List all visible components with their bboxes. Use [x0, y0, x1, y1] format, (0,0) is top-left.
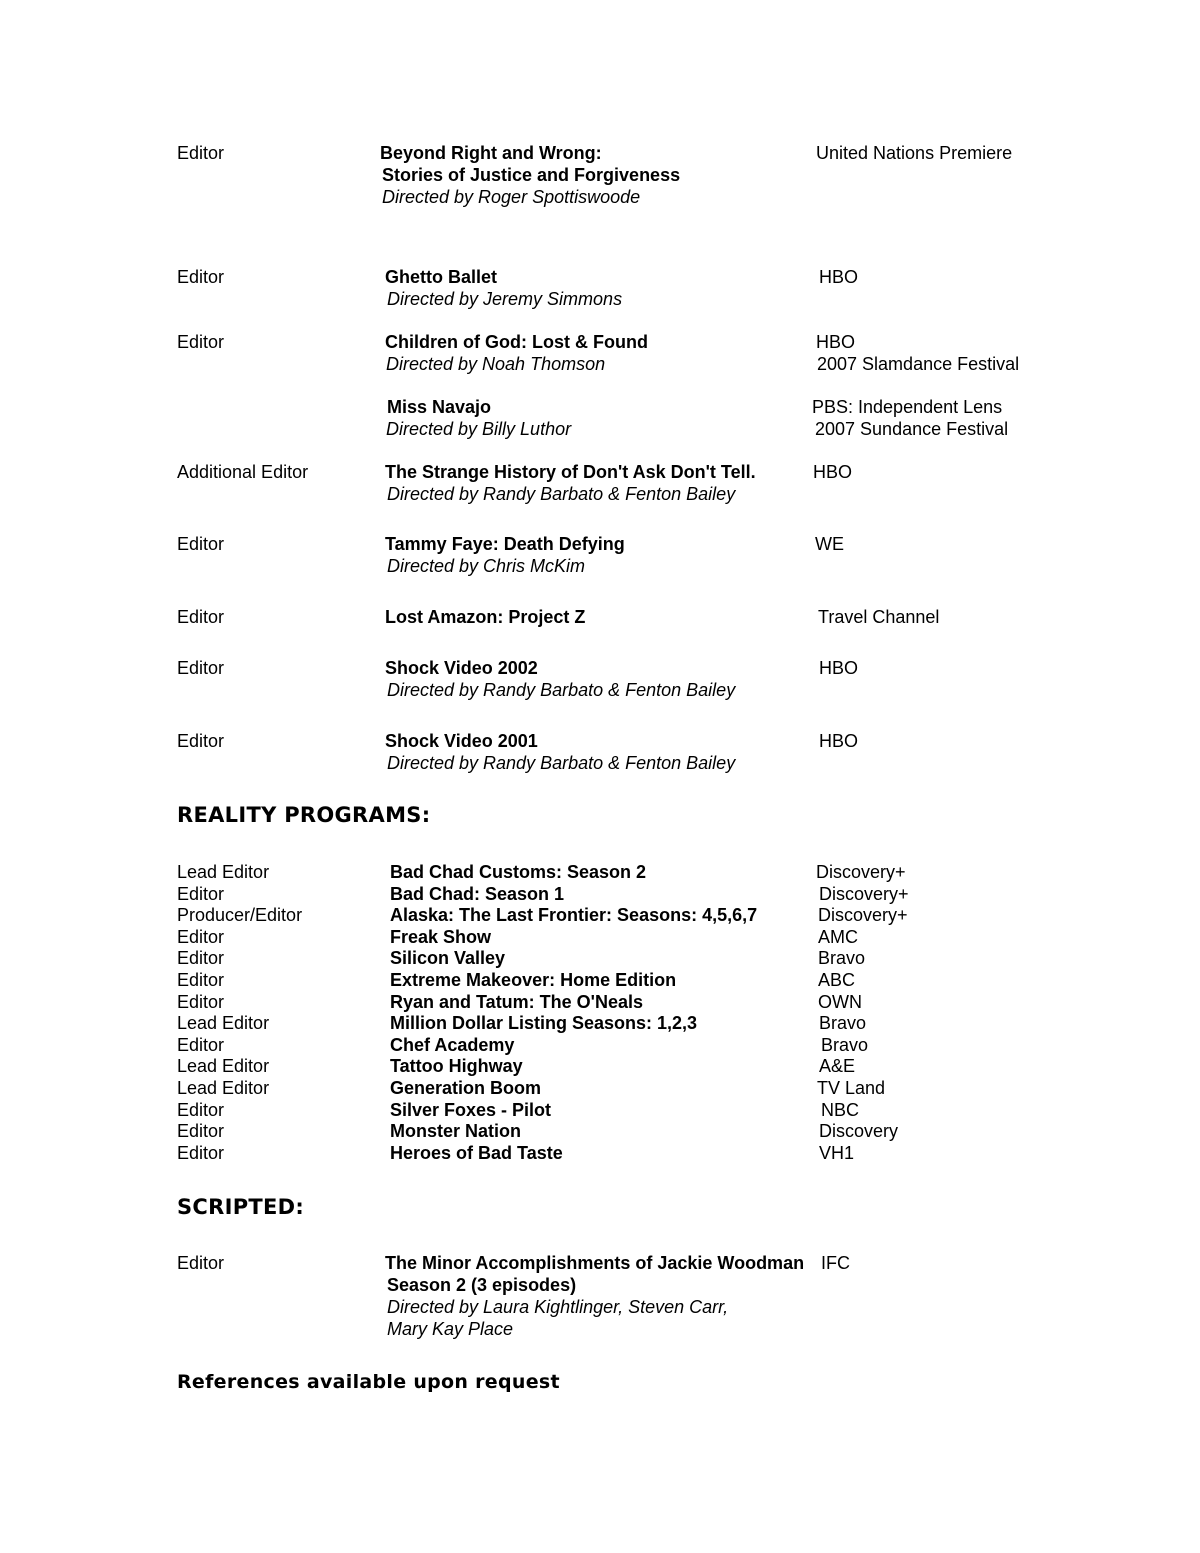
credit-role: Editor: [177, 143, 225, 163]
credit-title: Tammy Faye: Death Defying: [385, 534, 625, 554]
scripted-director-line2: Mary Kay Place: [387, 1319, 514, 1339]
reality-role: Lead Editor: [177, 1013, 270, 1034]
reality-network: NBC: [821, 1099, 860, 1120]
credit-network: WE: [815, 534, 844, 554]
credit-director: Directed by Jeremy Simmons: [387, 289, 623, 309]
scripted-network: IFC: [821, 1253, 850, 1273]
reality-network: ABC: [818, 970, 856, 990]
credit-title-line2: Stories of Justice and Forgiveness: [382, 165, 681, 185]
reality-role: Lead Editor: [177, 1056, 270, 1077]
credit-title: Lost Amazon: Project Z: [385, 607, 586, 627]
reality-row: [0, 1142, 1200, 1164]
reality-title: Heroes of Bad Taste: [390, 1142, 563, 1163]
reality-row: [0, 1077, 1200, 1099]
reality-network: Bravo: [821, 1034, 869, 1055]
credit-network: HBO: [813, 462, 853, 482]
credit-title: Beyond Right and Wrong:: [380, 143, 602, 163]
reality-title: Tattoo Highway: [390, 1056, 523, 1077]
credit-director: Directed by Randy Barbato & Fenton Bailey: [387, 484, 736, 504]
reality-network: A&E: [819, 1056, 856, 1077]
reality-title: Bad Chad: Season 1: [390, 883, 565, 904]
reality-network: VH1: [819, 1142, 855, 1163]
reality-network: Discovery+: [818, 905, 908, 926]
scripted-director: Directed by Laura Kightlinger, Steven Carr,: [387, 1297, 729, 1317]
reality-role: Editor: [177, 1099, 225, 1120]
credit-festival: 2007 Sundance Festival: [815, 419, 1009, 439]
reality-role: Lead Editor: [177, 1078, 270, 1098]
reality-row: [0, 861, 1200, 883]
reality-row: [0, 1012, 1200, 1034]
scripted-role: Editor: [177, 1253, 225, 1273]
reality-heading: REALITY PROGRAMS:: [177, 803, 431, 827]
credit-director: Directed by Billy Luthor: [386, 419, 572, 439]
reality-row: [0, 1120, 1200, 1142]
credit-title: Children of God: Lost & Found: [385, 332, 648, 352]
reality-title: Ryan and Tatum: The O'Neals: [390, 991, 643, 1012]
credit-director: Directed by Randy Barbato & Fenton Bailey: [387, 753, 736, 773]
scripted-title-line2: Season 2 (3 episodes): [387, 1275, 577, 1295]
reality-row: [0, 947, 1200, 969]
reality-network: Bravo: [818, 948, 866, 969]
credit-title: Shock Video 2001: [385, 731, 538, 751]
reality-title: Alaska: The Last Frontier: Seasons: 4,5,6,7: [390, 905, 758, 926]
reality-network: Discovery+: [819, 883, 909, 904]
reality-network: AMC: [818, 926, 858, 947]
credit-network: HBO: [819, 267, 859, 287]
reality-role: Editor: [177, 1142, 225, 1163]
reality-title: Generation Boom: [390, 1078, 542, 1098]
credit-network: HBO: [819, 731, 859, 751]
reality-role: Editor: [177, 948, 225, 969]
credit-network: HBO: [816, 332, 856, 352]
credit-title: The Strange History of Don't Ask Don't Tell.: [385, 462, 756, 482]
reality-row: [0, 1034, 1200, 1056]
reality-title: Freak Show: [390, 926, 492, 947]
reality-network: OWN: [818, 991, 862, 1012]
credit-role: Editor: [177, 267, 225, 287]
reality-title: Silver Foxes - Pilot: [390, 1099, 552, 1120]
reality-role: Editor: [177, 991, 225, 1012]
reality-role: Editor: [177, 1121, 225, 1142]
reality-row: [0, 926, 1200, 948]
credit-role: Editor: [177, 607, 225, 627]
reality-row: [0, 1055, 1200, 1077]
scripted-title: The Minor Accomplishments of Jackie Woodman: [385, 1253, 805, 1273]
references-note: References available upon request: [177, 1371, 560, 1393]
credit-title: Miss Navajo: [387, 397, 492, 417]
reality-title: Silicon Valley: [390, 948, 506, 969]
credit-director: Directed by Noah Thomson: [386, 354, 606, 374]
reality-title: Million Dollar Listing Seasons: 1,2,3: [390, 1013, 698, 1034]
reality-role: Editor: [177, 970, 225, 990]
reality-role: Editor: [177, 1034, 225, 1055]
credit-network: Travel Channel: [818, 607, 940, 627]
reality-role: Editor: [177, 926, 225, 947]
credit-role: Editor: [177, 731, 225, 751]
credit-festival: 2007 Slamdance Festival: [817, 354, 1020, 374]
reality-network: TV Land: [817, 1078, 886, 1098]
credit-director: Directed by Randy Barbato & Fenton Bailey: [387, 680, 736, 700]
reality-network: Bravo: [819, 1013, 867, 1034]
credit-network: PBS: Independent Lens: [812, 397, 1003, 417]
reality-role: Producer/Editor: [177, 905, 303, 926]
reality-role: Editor: [177, 883, 225, 904]
reality-network: Discovery+: [816, 862, 906, 882]
reality-role: Lead Editor: [177, 862, 270, 882]
reality-row: [0, 1099, 1200, 1121]
credit-role: Editor: [177, 534, 225, 554]
credit-role: Editor: [177, 658, 225, 678]
reality-row: [0, 904, 1200, 926]
credit-director: Directed by Roger Spottiswoode: [382, 187, 641, 207]
credit-network: HBO: [819, 658, 859, 678]
credit-director: Directed by Chris McKim: [387, 556, 586, 576]
credit-role: Additional Editor: [177, 462, 309, 482]
credit-network: United Nations Premiere: [816, 143, 1013, 163]
reality-row: [0, 883, 1200, 905]
reality-title: Chef Academy: [390, 1034, 515, 1055]
credit-title: Ghetto Ballet: [385, 267, 498, 287]
reality-row: [0, 969, 1200, 991]
credit-title: Shock Video 2002: [385, 658, 538, 678]
reality-title: Extreme Makeover: Home Edition: [390, 970, 677, 990]
credit-role: Editor: [177, 332, 225, 352]
scripted-heading: SCRIPTED:: [177, 1195, 305, 1219]
reality-row: [0, 991, 1200, 1013]
reality-network: Discovery: [819, 1121, 899, 1142]
reality-title: Bad Chad Customs: Season 2: [390, 862, 647, 882]
reality-title: Monster Nation: [390, 1121, 522, 1142]
